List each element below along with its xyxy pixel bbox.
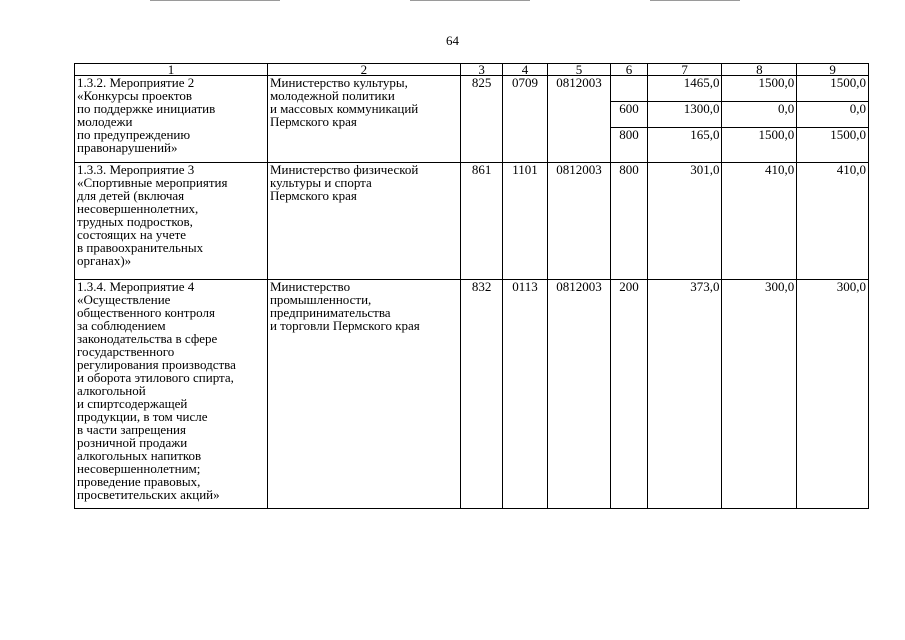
amount-col8: 1500,0: [722, 76, 797, 102]
scan-edge-marks: [0, 0, 905, 3]
expense-type-code: 600: [611, 102, 647, 128]
event-text-line: «Осуществление: [77, 292, 171, 307]
event-text-line: общественного контроля: [77, 305, 215, 320]
amount-col8: 1500,0: [722, 128, 797, 163]
column-header: 4: [503, 64, 547, 76]
ministry-text-line: Пермского края: [269, 114, 357, 129]
amount-col8: 0,0: [722, 102, 797, 128]
event-text-line: 1.3.2. Мероприятие 2: [77, 75, 195, 90]
column-header: 5: [547, 64, 611, 76]
event-text-line: алкогольной: [77, 383, 146, 398]
ministry-text-line: Министерство: [269, 279, 351, 294]
expense-type-code: 800: [611, 163, 647, 280]
event-text-line: правонарушений»: [77, 140, 178, 155]
amount-col9: 410,0: [797, 163, 869, 280]
column-header: 2: [267, 64, 460, 76]
ministry-text-line: Пермского края: [269, 188, 357, 203]
event-text-line: и спиртсодержащей: [77, 396, 188, 411]
section-code: 0709: [503, 76, 547, 163]
event-text-line: трудных подростков,: [77, 214, 193, 229]
column-header: 8: [722, 64, 797, 76]
event-text-line: продукции, в том числе: [77, 409, 208, 424]
event-text-line: молодежи: [77, 114, 133, 129]
amount-col7: 165,0: [647, 128, 722, 163]
grbs-code: 861: [460, 163, 502, 280]
event-text-line: 1.3.3. Мероприятие 3: [77, 162, 195, 177]
event-text-line: государственного: [77, 344, 175, 359]
ministry-text-line: культуры и спорта: [269, 175, 372, 190]
section-code: 1101: [503, 163, 547, 280]
section-code: 0113: [503, 280, 547, 509]
event-text-line: законодательства в сфере: [77, 331, 218, 346]
amount-col8: 410,0: [722, 163, 797, 280]
event-cell: [75, 280, 268, 509]
column-header: 6: [611, 64, 647, 76]
table-row: [75, 163, 869, 280]
event-text-line: в правоохранительных: [77, 240, 204, 255]
amount-col7: 373,0: [647, 280, 722, 509]
header-row: [75, 64, 869, 76]
table-row: [75, 76, 869, 102]
event-text-line: в части запрещения: [77, 422, 186, 437]
amount-col9: 0,0: [797, 102, 869, 128]
expense-type-code: 200: [611, 280, 647, 509]
event-text-line: для детей (включая: [77, 188, 185, 203]
ministry-text-line: предпринимательства: [269, 305, 391, 320]
event-text-line: «Спортивные мероприятия: [77, 175, 228, 190]
event-text-line: розничной продажи: [77, 435, 188, 450]
column-header: 1: [75, 64, 268, 76]
event-text-line: и оборота этилового спирта,: [77, 370, 234, 385]
ministry-text-line: и торговли Пермского края: [269, 318, 420, 333]
target-article-code: 0812003: [547, 163, 611, 280]
event-text-line: по поддержке инициатив: [77, 101, 216, 116]
ministry-cell: [267, 280, 460, 509]
amount-col9: 1500,0: [797, 128, 869, 163]
amount-col9: 300,0: [797, 280, 869, 509]
target-article-code: 0812003: [547, 76, 611, 163]
amount-col7: 1465,0: [647, 76, 722, 102]
column-header: 7: [647, 64, 722, 76]
event-text-line: состоящих на учете: [77, 227, 187, 242]
budget-table: [74, 63, 869, 509]
event-text-line: за соблюдением: [77, 318, 166, 333]
amount-col8: 300,0: [722, 280, 797, 509]
column-header: 9: [797, 64, 869, 76]
page-number: 64: [446, 33, 459, 48]
event-text-line: несовершеннолетних,: [77, 201, 199, 216]
event-text-line: алкогольных напитков: [77, 448, 202, 463]
amount-col7: 1300,0: [647, 102, 722, 128]
event-text-line: проведение правовых,: [77, 474, 201, 489]
grbs-code: 825: [460, 76, 502, 163]
ministry-text-line: молодежной политики: [269, 88, 395, 103]
amount-col7: 301,0: [647, 163, 722, 280]
event-text-line: органах)»: [77, 253, 132, 268]
ministry-cell: [267, 76, 460, 163]
ministry-text-line: и массовых коммуникаций: [269, 101, 419, 116]
amount-col9: 1500,0: [797, 76, 869, 102]
column-header: 3: [460, 64, 502, 76]
event-text-line: «Конкурсы проектов: [77, 88, 193, 103]
grbs-code: 832: [460, 280, 502, 509]
table-row: [75, 280, 869, 509]
ministry-text-line: промышленности,: [269, 292, 372, 307]
event-text-line: 1.3.4. Мероприятие 4: [77, 279, 195, 294]
target-article-code: 0812003: [547, 280, 611, 509]
event-text-line: несовершеннолетним;: [77, 461, 201, 476]
event-text-line: по предупреждению: [77, 127, 191, 142]
event-cell: [75, 163, 268, 280]
ministry-cell: [267, 163, 460, 280]
ministry-text-line: Министерство культуры,: [269, 75, 408, 90]
event-text-line: просветительских акций»: [77, 487, 220, 502]
event-text-line: регулирования производства: [77, 357, 236, 372]
ministry-text-line: Министерство физической: [269, 162, 419, 177]
expense-type-code: [611, 76, 647, 102]
expense-type-code: 800: [611, 128, 647, 163]
event-cell: [75, 76, 268, 163]
